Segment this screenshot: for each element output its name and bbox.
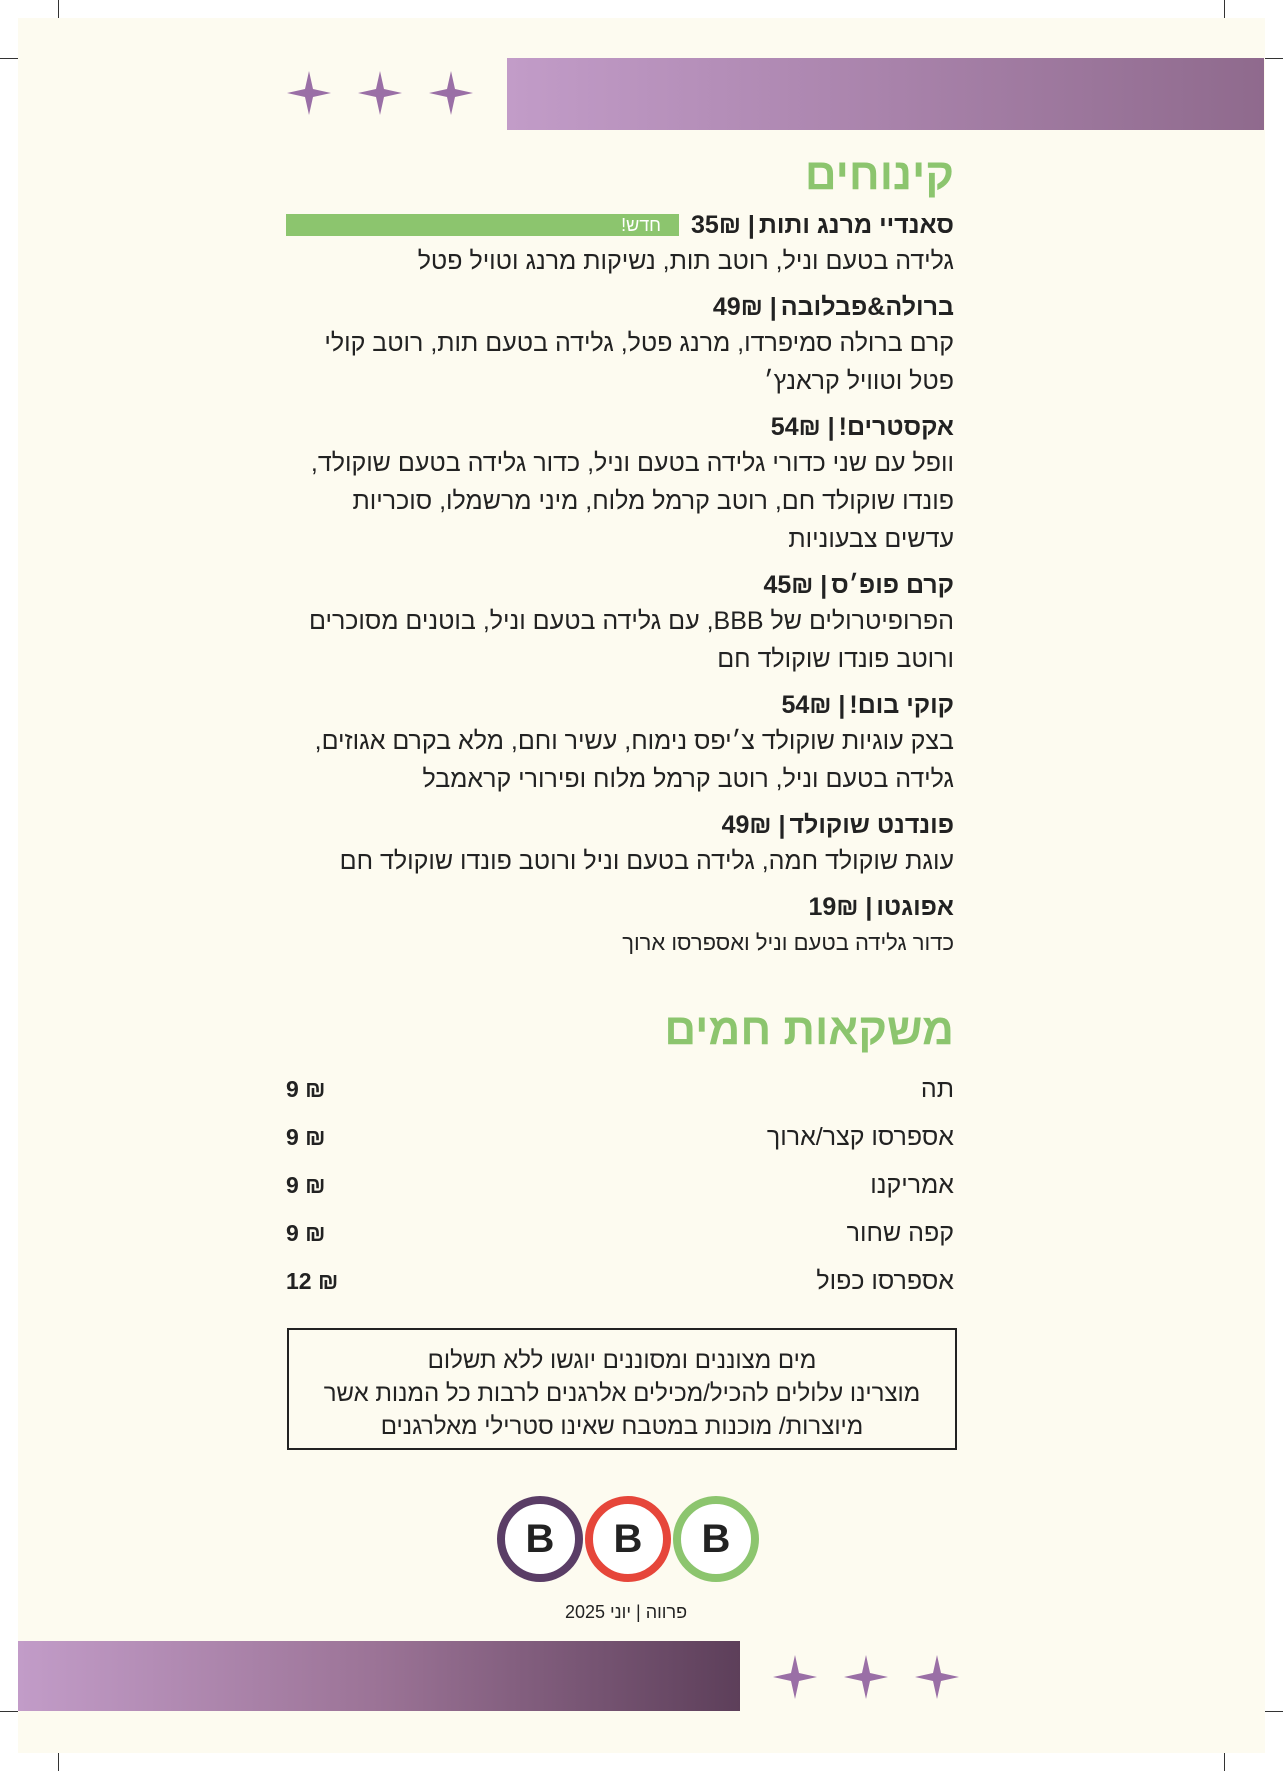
drink-name: קפה שחור — [846, 1218, 954, 1247]
item-name: אקסטרים! — [838, 413, 954, 441]
drink-price: 12 ₪ — [286, 1267, 339, 1294]
drink-row — [286, 1161, 954, 1209]
four-point-star-icon — [358, 71, 402, 115]
item-description: הפרופיטרולים של BBB, עם גלידה בטעם וניל, בוטנים מסוכרים ורוטב פונדו שוקולד חם — [309, 607, 954, 673]
item-name: פונדנט שוקולד — [789, 811, 954, 839]
item-description: גלידה בטעם וניל, רוטב תות, נשיקות מרנג וטויל פטל — [417, 247, 954, 275]
item-price: | 54₪ — [781, 691, 846, 719]
menu-item — [286, 808, 954, 880]
drink-name: תה — [920, 1074, 954, 1103]
item-price: | 49₪ — [721, 811, 786, 839]
drink-name: אספרסו כפול — [816, 1266, 954, 1295]
notice-line: מים מצוננים ומסוננים יוגשו ללא תשלום — [427, 1347, 817, 1374]
item-description: וופל עם שני כדורי גלידה בטעם וניל, כדור גלידה בטעם שוקולד, פונדו שוקולד חם, רוטב קרמל מלוח, מיני מרשמלו, סוכריות עדשים צבעוניות — [310, 449, 954, 553]
bbb-logo — [497, 1496, 759, 1582]
bottom-stars — [773, 1655, 959, 1699]
item-description: עוגת שוקולד חמה, גלידה בטעם וניל ורוטב פונדו שוקולד חם — [339, 847, 954, 875]
drink-row — [286, 1257, 954, 1305]
drink-row — [286, 1065, 954, 1113]
item-description: בצק עוגיות שוקולד צ׳יפס נימוח, עשיר וחם, מלא בקרם אגוזים, גלידה בטעם וניל, רוטב קרמל מלוח ופירורי קראמבל — [314, 727, 954, 793]
footer-date: פרווה | יוני 2025 — [564, 1602, 688, 1622]
four-point-star-icon — [915, 1655, 959, 1699]
drink-row — [286, 1209, 954, 1257]
section-title-hot-drinks: משקאות חמים — [664, 1005, 954, 1054]
drink-name: אמריקנו — [870, 1170, 954, 1199]
item-price: | 49₪ — [712, 293, 777, 321]
four-point-star-icon — [429, 71, 473, 115]
drink-price: 9 ₪ — [286, 1123, 326, 1150]
item-price: | 54₪ — [770, 413, 835, 441]
menu-item — [286, 890, 954, 962]
drink-price: 9 ₪ — [286, 1075, 326, 1102]
four-point-star-icon — [773, 1655, 817, 1699]
item-description: קרם ברולה סמיפרדו, מרנג פטל, גלידה בטעם תות, רוטב קולי פטל וטוויל קראנץ׳ — [324, 329, 954, 395]
menu-item — [286, 290, 954, 400]
notice-line: מיוצרות/ מוכנות במטבח שאינו סטרילי מאלרגנים — [380, 1413, 864, 1440]
menu-item — [286, 688, 954, 798]
menu-item — [286, 568, 954, 678]
hot-drinks-list — [286, 1065, 954, 1305]
item-description: כדור גלידה בטעם וניל ואספרסו ארוך — [622, 930, 954, 955]
hot-drinks-header — [286, 1003, 954, 1057]
bottom-decorative-band — [18, 1641, 740, 1711]
logo-ring-purple: B — [497, 1496, 583, 1582]
top-stars — [287, 71, 473, 115]
item-name: קוקי בום! — [849, 691, 954, 719]
new-badge: חדש! — [615, 214, 667, 236]
menu-item — [286, 208, 954, 280]
item-name: ברולה&פבלובה — [780, 293, 954, 321]
new-badge-bar — [286, 214, 679, 236]
logo-ring-red: B — [585, 1496, 671, 1582]
item-price: | 19₪ — [808, 893, 873, 921]
notice-line: מוצרינו עלולים להכיל/מכילים אלרגנים לרבות כל המנות אשר — [323, 1380, 921, 1407]
item-name: סאנדיי מרנג ותות — [758, 211, 954, 239]
four-point-star-icon — [844, 1655, 888, 1699]
drink-price: 9 ₪ — [286, 1219, 326, 1246]
section-title-desserts: קינוחים — [804, 150, 954, 199]
four-point-star-icon — [287, 71, 331, 115]
allergen-notice — [287, 1328, 957, 1450]
item-name: קרם פופ׳ס — [831, 571, 954, 599]
menu-item — [286, 410, 954, 558]
logo-ring-green: B — [673, 1496, 759, 1582]
drink-price: 9 ₪ — [286, 1171, 326, 1198]
item-name: אפוגטו — [876, 893, 954, 921]
drink-row — [286, 1113, 954, 1161]
item-price: | 45₪ — [763, 571, 828, 599]
drink-name: אספרסו קצר/ארוך — [766, 1122, 954, 1151]
top-decorative-band — [507, 58, 1264, 130]
item-price: | 35₪ — [691, 211, 755, 239]
desserts-section — [286, 148, 954, 962]
